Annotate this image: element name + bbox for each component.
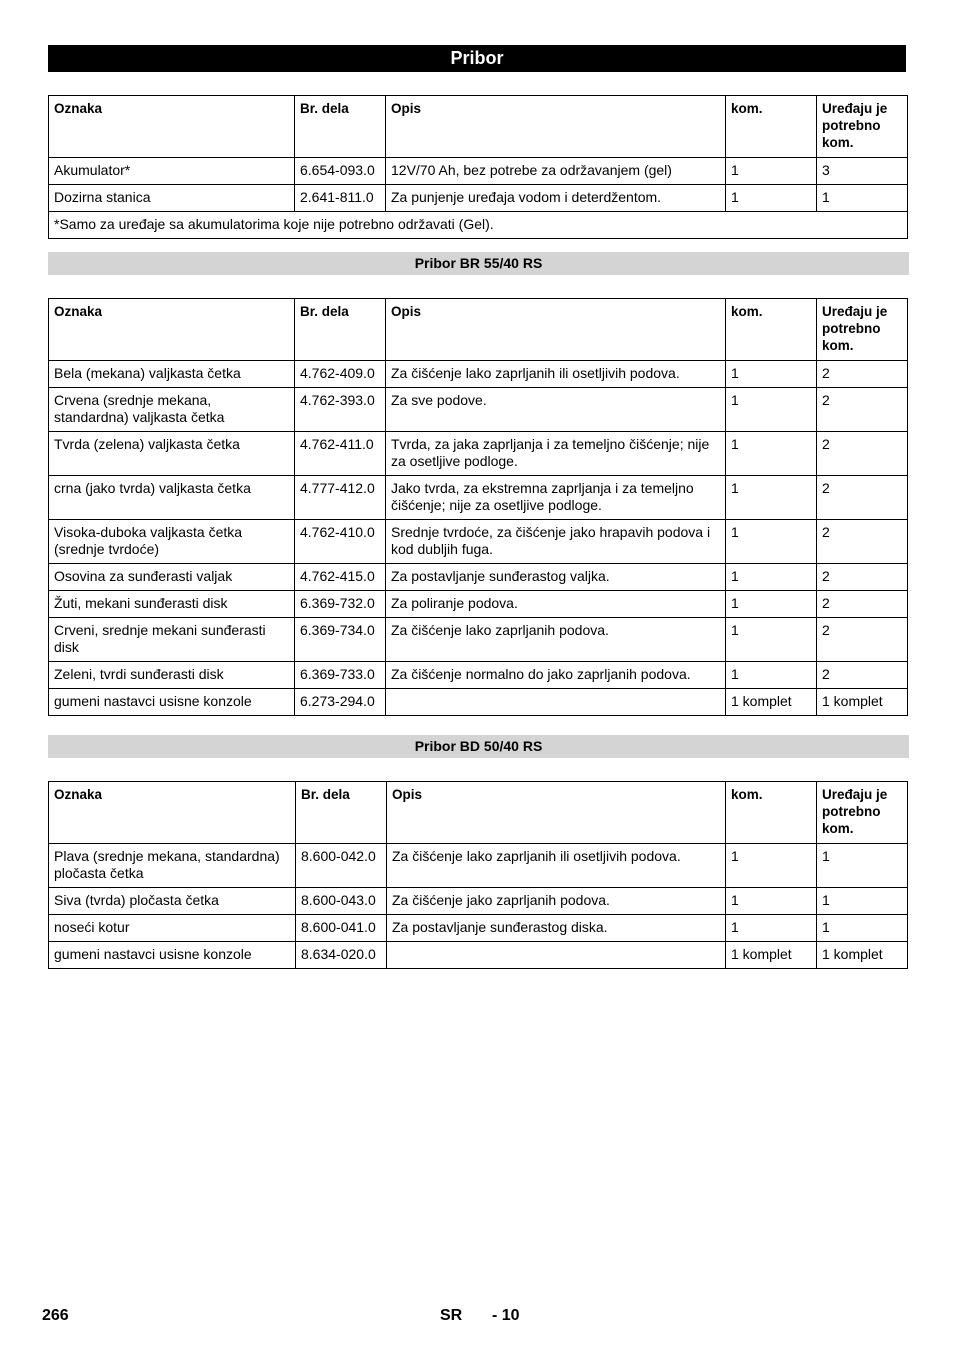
cell-uredjaju: 1 <box>817 915 908 942</box>
column-header-br-dela: Br. dela <box>296 782 387 844</box>
cell-oznaka: Crvena (srednje mekana, standardna) valjkasta četka <box>49 388 295 432</box>
cell-opis <box>387 942 726 969</box>
column-header-opis: Opis <box>387 782 726 844</box>
table-row <box>49 689 908 716</box>
cell-br-dela: 6.369-733.0 <box>295 662 386 689</box>
column-header-oznaka: Oznaka <box>49 299 295 361</box>
column-header-uredjaju: Uređaju je potrebno kom. <box>817 96 908 158</box>
cell-uredjaju: 2 <box>817 432 908 476</box>
cell-uredjaju: 2 <box>817 662 908 689</box>
table-row <box>49 520 908 564</box>
cell-uredjaju: 1 komplet <box>817 689 908 716</box>
sub-page-number: - 10 <box>492 1307 520 1324</box>
cell-oznaka: Bela (mekana) valjkasta četka <box>49 361 295 388</box>
cell-oznaka: noseći kotur <box>49 915 296 942</box>
section-title-bd-50-40: Pribor BD 50/40 RS <box>48 735 909 758</box>
cell-opis: 12V/70 Ah, bez potrebe za održavanjem (gel) <box>386 158 726 185</box>
cell-kom: 1 <box>726 662 817 689</box>
column-header-kom: kom. <box>726 96 817 158</box>
cell-br-dela: 8.634-020.0 <box>296 942 387 969</box>
cell-opis: Jako tvrda, za ekstremna zaprljanja i za temeljno čišćenje; nije za osetljive podloge. <box>386 476 726 520</box>
cell-oznaka: Zeleni, tvrdi sunđerasti disk <box>49 662 295 689</box>
cell-uredjaju: 2 <box>817 591 908 618</box>
accessories-table-br <box>48 298 908 716</box>
table-row <box>49 158 908 185</box>
page-number: 266 <box>42 1307 69 1324</box>
accessories-table <box>48 95 908 239</box>
table-row <box>49 662 908 689</box>
cell-opis <box>386 689 726 716</box>
cell-uredjaju: 2 <box>817 520 908 564</box>
cell-br-dela: 4.762-411.0 <box>295 432 386 476</box>
footnote: *Samo za uređaje sa akumulatorima koje nije potrebno održavati (Gel). <box>49 212 908 239</box>
cell-kom: 1 <box>726 844 817 888</box>
cell-opis: Za poliranje podova. <box>386 591 726 618</box>
cell-uredjaju: 2 <box>817 564 908 591</box>
cell-br-dela: 8.600-042.0 <box>296 844 387 888</box>
cell-uredjaju: 3 <box>817 158 908 185</box>
accessories-table-bd <box>48 781 908 969</box>
cell-kom: 1 <box>726 618 817 662</box>
table-row <box>49 942 908 969</box>
cell-kom: 1 <box>726 888 817 915</box>
table-row <box>49 564 908 591</box>
cell-oznaka: crna (jako tvrda) valjkasta četka <box>49 476 295 520</box>
cell-uredjaju: 1 <box>817 888 908 915</box>
cell-opis: Za čišćenje lako zaprljanih ili osetljivih podova. <box>387 844 726 888</box>
cell-opis: Za sve podove. <box>386 388 726 432</box>
column-header-kom: kom. <box>726 299 817 361</box>
page-title: Pribor <box>48 45 906 72</box>
cell-opis: Za postavljanje sunđerastog diska. <box>387 915 726 942</box>
cell-uredjaju: 1 <box>817 185 908 212</box>
cell-oznaka: gumeni nastavci usisne konzole <box>49 942 296 969</box>
section-title-br-55-40: Pribor BR 55/40 RS <box>48 252 909 275</box>
cell-uredjaju: 2 <box>817 618 908 662</box>
cell-opis: Srednje tvrdoće, za čišćenje jako hrapavih podova i kod dubljih fuga. <box>386 520 726 564</box>
table-row <box>49 388 908 432</box>
cell-opis: Tvrda, za jaka zaprljanja i za temeljno čišćenje; nije za osetljive podloge. <box>386 432 726 476</box>
cell-uredjaju: 2 <box>817 361 908 388</box>
table-row <box>49 591 908 618</box>
cell-oznaka: Akumulator* <box>49 158 295 185</box>
cell-oznaka: Visoka-duboka valjkasta četka (srednje tvrdoće) <box>49 520 295 564</box>
table-row <box>49 844 908 888</box>
table-header-row <box>49 299 908 361</box>
cell-br-dela: 8.600-043.0 <box>296 888 387 915</box>
column-header-br-dela: Br. dela <box>295 96 386 158</box>
cell-kom: 1 <box>726 361 817 388</box>
cell-kom: 1 <box>726 564 817 591</box>
table-row <box>49 888 908 915</box>
table-row <box>49 361 908 388</box>
table-row <box>49 432 908 476</box>
cell-kom: 1 <box>726 520 817 564</box>
cell-oznaka: Žuti, mekani sunđerasti disk <box>49 591 295 618</box>
cell-oznaka: Dozirna stanica <box>49 185 295 212</box>
cell-br-dela: 2.641-811.0 <box>295 185 386 212</box>
cell-br-dela: 6.654-093.0 <box>295 158 386 185</box>
table-header-row <box>49 96 908 158</box>
cell-kom: 1 <box>726 388 817 432</box>
cell-br-dela: 4.762-410.0 <box>295 520 386 564</box>
column-header-opis: Opis <box>386 96 726 158</box>
cell-opis: Za čišćenje jako zaprljanih podova. <box>387 888 726 915</box>
cell-opis: Za čišćenje lako zaprljanih ili osetljivih podova. <box>386 361 726 388</box>
table-footnote-row <box>49 212 908 239</box>
cell-kom: 1 <box>726 476 817 520</box>
cell-uredjaju: 1 komplet <box>817 942 908 969</box>
column-header-kom: kom. <box>726 782 817 844</box>
table-row <box>49 185 908 212</box>
cell-br-dela: 4.762-409.0 <box>295 361 386 388</box>
cell-br-dela: 4.762-393.0 <box>295 388 386 432</box>
cell-kom: 1 <box>726 915 817 942</box>
cell-br-dela: 6.273-294.0 <box>295 689 386 716</box>
cell-oznaka: Osovina za sunđerasti valjak <box>49 564 295 591</box>
cell-br-dela: 8.600-041.0 <box>296 915 387 942</box>
cell-opis: Za postavljanje sunđerastog valjka. <box>386 564 726 591</box>
cell-br-dela: 6.369-734.0 <box>295 618 386 662</box>
cell-kom: 1 <box>726 158 817 185</box>
column-header-oznaka: Oznaka <box>49 96 295 158</box>
table-row <box>49 915 908 942</box>
cell-opis: Za čišćenje lako zaprljanih podova. <box>386 618 726 662</box>
cell-kom: 1 komplet <box>726 942 817 969</box>
column-header-br-dela: Br. dela <box>295 299 386 361</box>
cell-br-dela: 4.762-415.0 <box>295 564 386 591</box>
table-header-row <box>49 782 908 844</box>
cell-br-dela: 4.777-412.0 <box>295 476 386 520</box>
cell-uredjaju: 1 <box>817 844 908 888</box>
cell-oznaka: Crveni, srednje mekani sunđerasti disk <box>49 618 295 662</box>
cell-oznaka: Tvrda (zelena) valjkasta četka <box>49 432 295 476</box>
cell-kom: 1 <box>726 591 817 618</box>
cell-oznaka: Plava (srednje mekana, standardna) pločasta četka <box>49 844 296 888</box>
cell-uredjaju: 2 <box>817 388 908 432</box>
cell-opis: Za punjenje uređaja vodom i deterdžentom. <box>386 185 726 212</box>
column-header-opis: Opis <box>386 299 726 361</box>
cell-kom: 1 <box>726 432 817 476</box>
cell-opis: Za čišćenje normalno do jako zaprljanih podova. <box>386 662 726 689</box>
cell-kom: 1 komplet <box>726 689 817 716</box>
cell-kom: 1 <box>726 185 817 212</box>
cell-uredjaju: 2 <box>817 476 908 520</box>
table-row <box>49 476 908 520</box>
column-header-oznaka: Oznaka <box>49 782 296 844</box>
column-header-uredjaju: Uređaju je potrebno kom. <box>817 782 908 844</box>
table-row <box>49 618 908 662</box>
cell-oznaka: Siva (tvrda) pločasta četka <box>49 888 296 915</box>
cell-br-dela: 6.369-732.0 <box>295 591 386 618</box>
language-code: SR <box>440 1307 463 1324</box>
cell-oznaka: gumeni nastavci usisne konzole <box>49 689 295 716</box>
column-header-uredjaju: Uređaju je potrebno kom. <box>817 299 908 361</box>
